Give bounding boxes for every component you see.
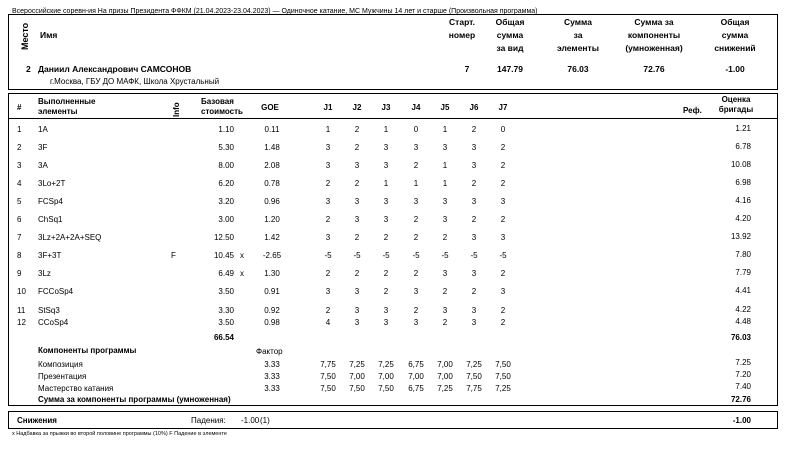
- judge-score-1: 3: [325, 287, 331, 296]
- element-goe: 0.91: [264, 287, 280, 296]
- base-total: 66.54: [213, 333, 234, 342]
- judge-score-7: 2: [500, 179, 506, 188]
- judge-score-6: 3: [471, 318, 477, 327]
- component-judge-1: 7,50: [320, 372, 336, 381]
- judge-score-5: 2: [442, 318, 448, 327]
- element-panel-score: 6.78: [735, 142, 751, 151]
- judge-score-3: 3: [383, 143, 389, 152]
- element-code: ChSq1: [38, 215, 63, 224]
- component-score: 7.25: [735, 358, 751, 367]
- deductions-label: Снижения: [17, 416, 57, 425]
- judge-score-2: 3: [354, 318, 360, 327]
- element-panel-score: 6.98: [735, 178, 751, 187]
- judge-score-3: 1: [383, 125, 389, 134]
- total-score-header: Общая сумма за вид: [495, 17, 525, 53]
- element-panel-score: 7.80: [735, 250, 751, 259]
- element-number: 9: [17, 269, 22, 278]
- name-header: Имя: [40, 30, 58, 40]
- judge-score-1: 2: [325, 306, 331, 315]
- element-code: 3A: [38, 161, 48, 170]
- judge-score-5: 1: [442, 161, 448, 170]
- judge-score-6: 3: [471, 161, 477, 170]
- element-base-value: 10.45: [213, 251, 234, 260]
- judge-score-1: 3: [325, 233, 331, 242]
- component-judge-6: 7,50: [466, 372, 482, 381]
- element-goe: 0.98: [264, 318, 280, 327]
- component-judge-1: 7,50: [320, 384, 336, 393]
- element-panel-score: 7.79: [735, 268, 751, 277]
- element-number: 6: [17, 215, 22, 224]
- place-header: Место: [20, 22, 30, 50]
- judge-score-7: 2: [500, 306, 506, 315]
- element-base-value: 3.30: [218, 306, 234, 315]
- components-total-label: Сумма за компоненты программы (умноженная): [38, 395, 231, 404]
- element-base-value: 3.50: [218, 318, 234, 327]
- judge-score-5: 1: [442, 125, 448, 134]
- judge-score-5: -5: [441, 251, 449, 260]
- element-number: 3: [17, 161, 22, 170]
- judge-header-4: J4: [411, 103, 421, 112]
- judge-header-5: J5: [440, 103, 450, 112]
- element-number: 2: [17, 143, 22, 152]
- falls-label: Падения:: [191, 416, 226, 425]
- element-goe: 0.92: [264, 306, 280, 315]
- component-name: Композиция: [38, 360, 83, 369]
- judge-score-5: 3: [442, 215, 448, 224]
- judge-score-4: 3: [413, 143, 419, 152]
- judge-score-4: -5: [412, 251, 420, 260]
- element-number: 12: [17, 318, 26, 327]
- judge-score-5: 2: [442, 233, 448, 242]
- judge-score-5: 3: [442, 143, 448, 152]
- judge-score-6: 2: [471, 179, 477, 188]
- judge-score-3: 3: [383, 197, 389, 206]
- element-goe: -2.65: [262, 251, 282, 260]
- element-number: 5: [17, 197, 22, 206]
- judge-score-5: 3: [442, 197, 448, 206]
- judge-score-3: 1: [383, 179, 389, 188]
- component-judge-7: 7,50: [495, 360, 511, 369]
- falls-value: -1.00: [241, 416, 260, 425]
- judge-score-6: 2: [471, 125, 477, 134]
- judge-score-6: 2: [471, 215, 477, 224]
- judge-score-3: 3: [383, 161, 389, 170]
- judge-score-1: 3: [325, 161, 331, 170]
- skater-deductions: -1.00: [725, 64, 745, 74]
- judge-score-7: 3: [500, 233, 506, 242]
- element-code: 3Lz: [38, 269, 51, 278]
- judge-score-5: 2: [442, 287, 448, 296]
- element-base-value: 3.50: [218, 287, 234, 296]
- judge-score-3: 3: [383, 318, 389, 327]
- element-goe: 0.96: [264, 197, 280, 206]
- deductions-total: -1.00: [732, 416, 751, 425]
- judge-score-4: 3: [413, 287, 419, 296]
- judge-score-1: -5: [324, 251, 332, 260]
- element-code: FCCoSp4: [38, 287, 74, 296]
- judge-score-1: 4: [325, 318, 331, 327]
- judge-score-3: 2: [383, 233, 389, 242]
- component-factor: 3.33: [264, 372, 280, 381]
- judge-score-2: 2: [354, 233, 360, 242]
- element-code: StSq3: [38, 306, 60, 315]
- judge-score-1: 2: [325, 179, 331, 188]
- judge-score-4: 3: [413, 318, 419, 327]
- element-goe: 1.42: [264, 233, 280, 242]
- judge-score-7: 2: [500, 318, 506, 327]
- element-code: 3Lz+2A+2A+SEQ: [38, 233, 102, 242]
- judge-score-1: 1: [325, 125, 331, 134]
- component-judge-5: 7,25: [437, 384, 453, 393]
- element-goe: 1.20: [264, 215, 280, 224]
- component-name: Мастерство катания: [38, 384, 114, 393]
- element-panel-score: 4.20: [735, 214, 751, 223]
- judge-score-3: 2: [383, 287, 389, 296]
- element-panel-score: 4.48: [735, 317, 751, 326]
- base-header: Базовая стоимость: [201, 97, 243, 116]
- component-judge-3: 7,25: [378, 360, 394, 369]
- judge-score-3: 3: [383, 306, 389, 315]
- element-panel-score: 4.16: [735, 196, 751, 205]
- component-factor: 3.33: [264, 384, 280, 393]
- judge-score-2: 3: [354, 306, 360, 315]
- component-judge-2: 7,25: [349, 360, 365, 369]
- footnote: x Надбавка за прыжки во второй половине программы (10%) F Падение в элементе: [12, 431, 227, 437]
- element-code: 3Lo+2T: [38, 179, 66, 188]
- component-judge-3: 7,50: [378, 384, 394, 393]
- element-base-value: 3.20: [218, 197, 234, 206]
- component-judge-5: 7,00: [437, 360, 453, 369]
- element-code: 1A: [38, 125, 48, 134]
- component-judge-7: 7,25: [495, 384, 511, 393]
- element-base-value: 6.20: [218, 179, 234, 188]
- judge-score-4: 2: [413, 161, 419, 170]
- element-number: 11: [17, 306, 26, 315]
- component-judge-7: 7,50: [495, 372, 511, 381]
- component-judge-6: 7,75: [466, 384, 482, 393]
- deductions-box: [8, 411, 778, 429]
- judge-score-6: 3: [471, 306, 477, 315]
- component-judge-6: 7,25: [466, 360, 482, 369]
- element-number: 8: [17, 251, 22, 260]
- element-base-value: 6.49: [218, 269, 234, 278]
- component-score: 7.20: [735, 370, 751, 379]
- judge-score-6: 3: [471, 197, 477, 206]
- judge-score-1: 2: [325, 269, 331, 278]
- element-number: 1: [17, 125, 22, 134]
- ref-header: Реф.: [683, 106, 702, 115]
- judge-header-1: J1: [323, 103, 333, 112]
- element-panel-score: 10.08: [730, 160, 751, 169]
- judge-score-6: 3: [471, 269, 477, 278]
- element-base-value: 8.00: [218, 161, 234, 170]
- judge-header-2: J2: [352, 103, 362, 112]
- element-goe: 0.11: [264, 125, 280, 134]
- skater-total-score: 147.79: [497, 64, 523, 74]
- component-judge-4: 6,75: [408, 360, 424, 369]
- falls-count: (1): [260, 416, 270, 425]
- judge-score-2: 3: [354, 161, 360, 170]
- judge-score-7: 3: [500, 197, 506, 206]
- judge-score-6: -5: [470, 251, 478, 260]
- component-name: Презентация: [38, 372, 87, 381]
- judge-score-1: 3: [325, 143, 331, 152]
- judge-score-4: 1: [413, 179, 419, 188]
- elements-score-header: Сумма за элементы: [557, 17, 599, 53]
- num-header: #: [17, 103, 22, 112]
- judge-score-5: 1: [442, 179, 448, 188]
- component-judge-2: 7,00: [349, 372, 365, 381]
- element-base-value: 5.30: [218, 143, 234, 152]
- element-panel-score: 4.22: [735, 305, 751, 314]
- element-panel-score: 13.92: [730, 232, 751, 241]
- info-header: Info: [172, 102, 181, 117]
- judge-score-6: 3: [471, 233, 477, 242]
- component-judge-2: 7,50: [349, 384, 365, 393]
- component-judge-5: 7,00: [437, 372, 453, 381]
- element-base-value: 1.10: [218, 125, 234, 134]
- judge-header-7: J7: [498, 103, 508, 112]
- judge-score-2: 3: [354, 287, 360, 296]
- judge-score-1: 2: [325, 215, 331, 224]
- judge-score-5: 3: [442, 269, 448, 278]
- panel-header: Оценка бригады: [718, 95, 754, 114]
- component-judge-3: 7,00: [378, 372, 394, 381]
- components-score-header: Сумма за компоненты (умноженная): [625, 17, 683, 53]
- element-goe: 0.78: [264, 179, 280, 188]
- judge-header-3: J3: [381, 103, 391, 112]
- judge-score-2: 2: [354, 125, 360, 134]
- judge-score-4: 2: [413, 215, 419, 224]
- judge-score-3: -5: [382, 251, 390, 260]
- element-goe: 1.30: [264, 269, 280, 278]
- skater-club: г.Москва, ГБУ ДО МАФК, Школа Хрустальный: [50, 77, 220, 86]
- judge-score-2: 3: [354, 215, 360, 224]
- element-panel-score: 4.41: [735, 286, 751, 295]
- judge-score-2: 2: [354, 269, 360, 278]
- goe-header: GOE: [261, 103, 279, 112]
- component-judge-4: 6,75: [408, 384, 424, 393]
- skater-elements-score: 76.03: [567, 64, 589, 74]
- skater-components-score: 72.76: [643, 64, 665, 74]
- element-code: 3F: [38, 143, 48, 152]
- judge-header-6: J6: [469, 103, 479, 112]
- element-code: CCoSp4: [38, 318, 69, 327]
- factor-header: Фактор: [256, 347, 283, 356]
- component-judge-1: 7,75: [320, 360, 336, 369]
- judge-score-2: 2: [354, 179, 360, 188]
- judge-score-4: 2: [413, 233, 419, 242]
- element-goe: 1.48: [264, 143, 280, 152]
- judge-score-6: 3: [471, 143, 477, 152]
- element-base-value: 12.50: [213, 233, 234, 242]
- judge-score-7: 0: [500, 125, 506, 134]
- element-goe: 2.08: [264, 161, 280, 170]
- component-judge-4: 7,00: [408, 372, 424, 381]
- header-divider: [8, 118, 778, 119]
- element-number: 4: [17, 179, 22, 188]
- judge-score-4: 0: [413, 125, 419, 134]
- judge-score-4: 2: [413, 306, 419, 315]
- element-bonus-mark: x: [240, 251, 244, 260]
- judge-score-4: 3: [413, 197, 419, 206]
- start-number-header: Старт. номер: [448, 17, 476, 40]
- components-title: Компоненты программы: [38, 346, 137, 355]
- elements-header: Выполненные элементы: [38, 97, 96, 116]
- skater-place: 2: [26, 64, 31, 74]
- judge-score-7: 2: [500, 161, 506, 170]
- judge-score-2: -5: [353, 251, 361, 260]
- judge-score-7: 2: [500, 215, 506, 224]
- element-code: 3F+3T: [38, 251, 62, 260]
- component-factor: 3.33: [264, 360, 280, 369]
- element-bonus-mark: x: [240, 269, 244, 278]
- judge-score-2: 3: [354, 197, 360, 206]
- judge-score-7: 2: [500, 269, 506, 278]
- event-title: Всероссийские соревн-ия На призы Президента ФФКМ (21.04.2023-23.04.2023) — Одиночное катание, МС Мужчины 14 лет и старше (Произвольная программа): [12, 8, 538, 15]
- element-number: 10: [17, 287, 26, 296]
- judge-score-4: 2: [413, 269, 419, 278]
- element-info: F: [171, 251, 176, 260]
- judge-score-7: -5: [499, 251, 507, 260]
- judge-score-3: 2: [383, 269, 389, 278]
- component-score: 7.40: [735, 382, 751, 391]
- element-base-value: 3.00: [218, 215, 234, 224]
- judge-score-6: 2: [471, 287, 477, 296]
- judge-score-5: 3: [442, 306, 448, 315]
- elements-total: 76.03: [730, 333, 751, 342]
- deductions-header: Общая сумма снижений: [714, 17, 756, 53]
- element-code: FCSp4: [38, 197, 63, 206]
- skater-start-number: 7: [464, 64, 470, 74]
- components-total: 72.76: [730, 395, 751, 404]
- judge-score-7: 2: [500, 143, 506, 152]
- element-panel-score: 1.21: [735, 124, 751, 133]
- element-number: 7: [17, 233, 22, 242]
- judge-score-2: 2: [354, 143, 360, 152]
- judge-score-7: 3: [500, 287, 506, 296]
- skater-name: Даниил Александрович САМСОНОВ: [38, 64, 192, 74]
- judge-score-3: 3: [383, 215, 389, 224]
- judge-score-1: 3: [325, 197, 331, 206]
